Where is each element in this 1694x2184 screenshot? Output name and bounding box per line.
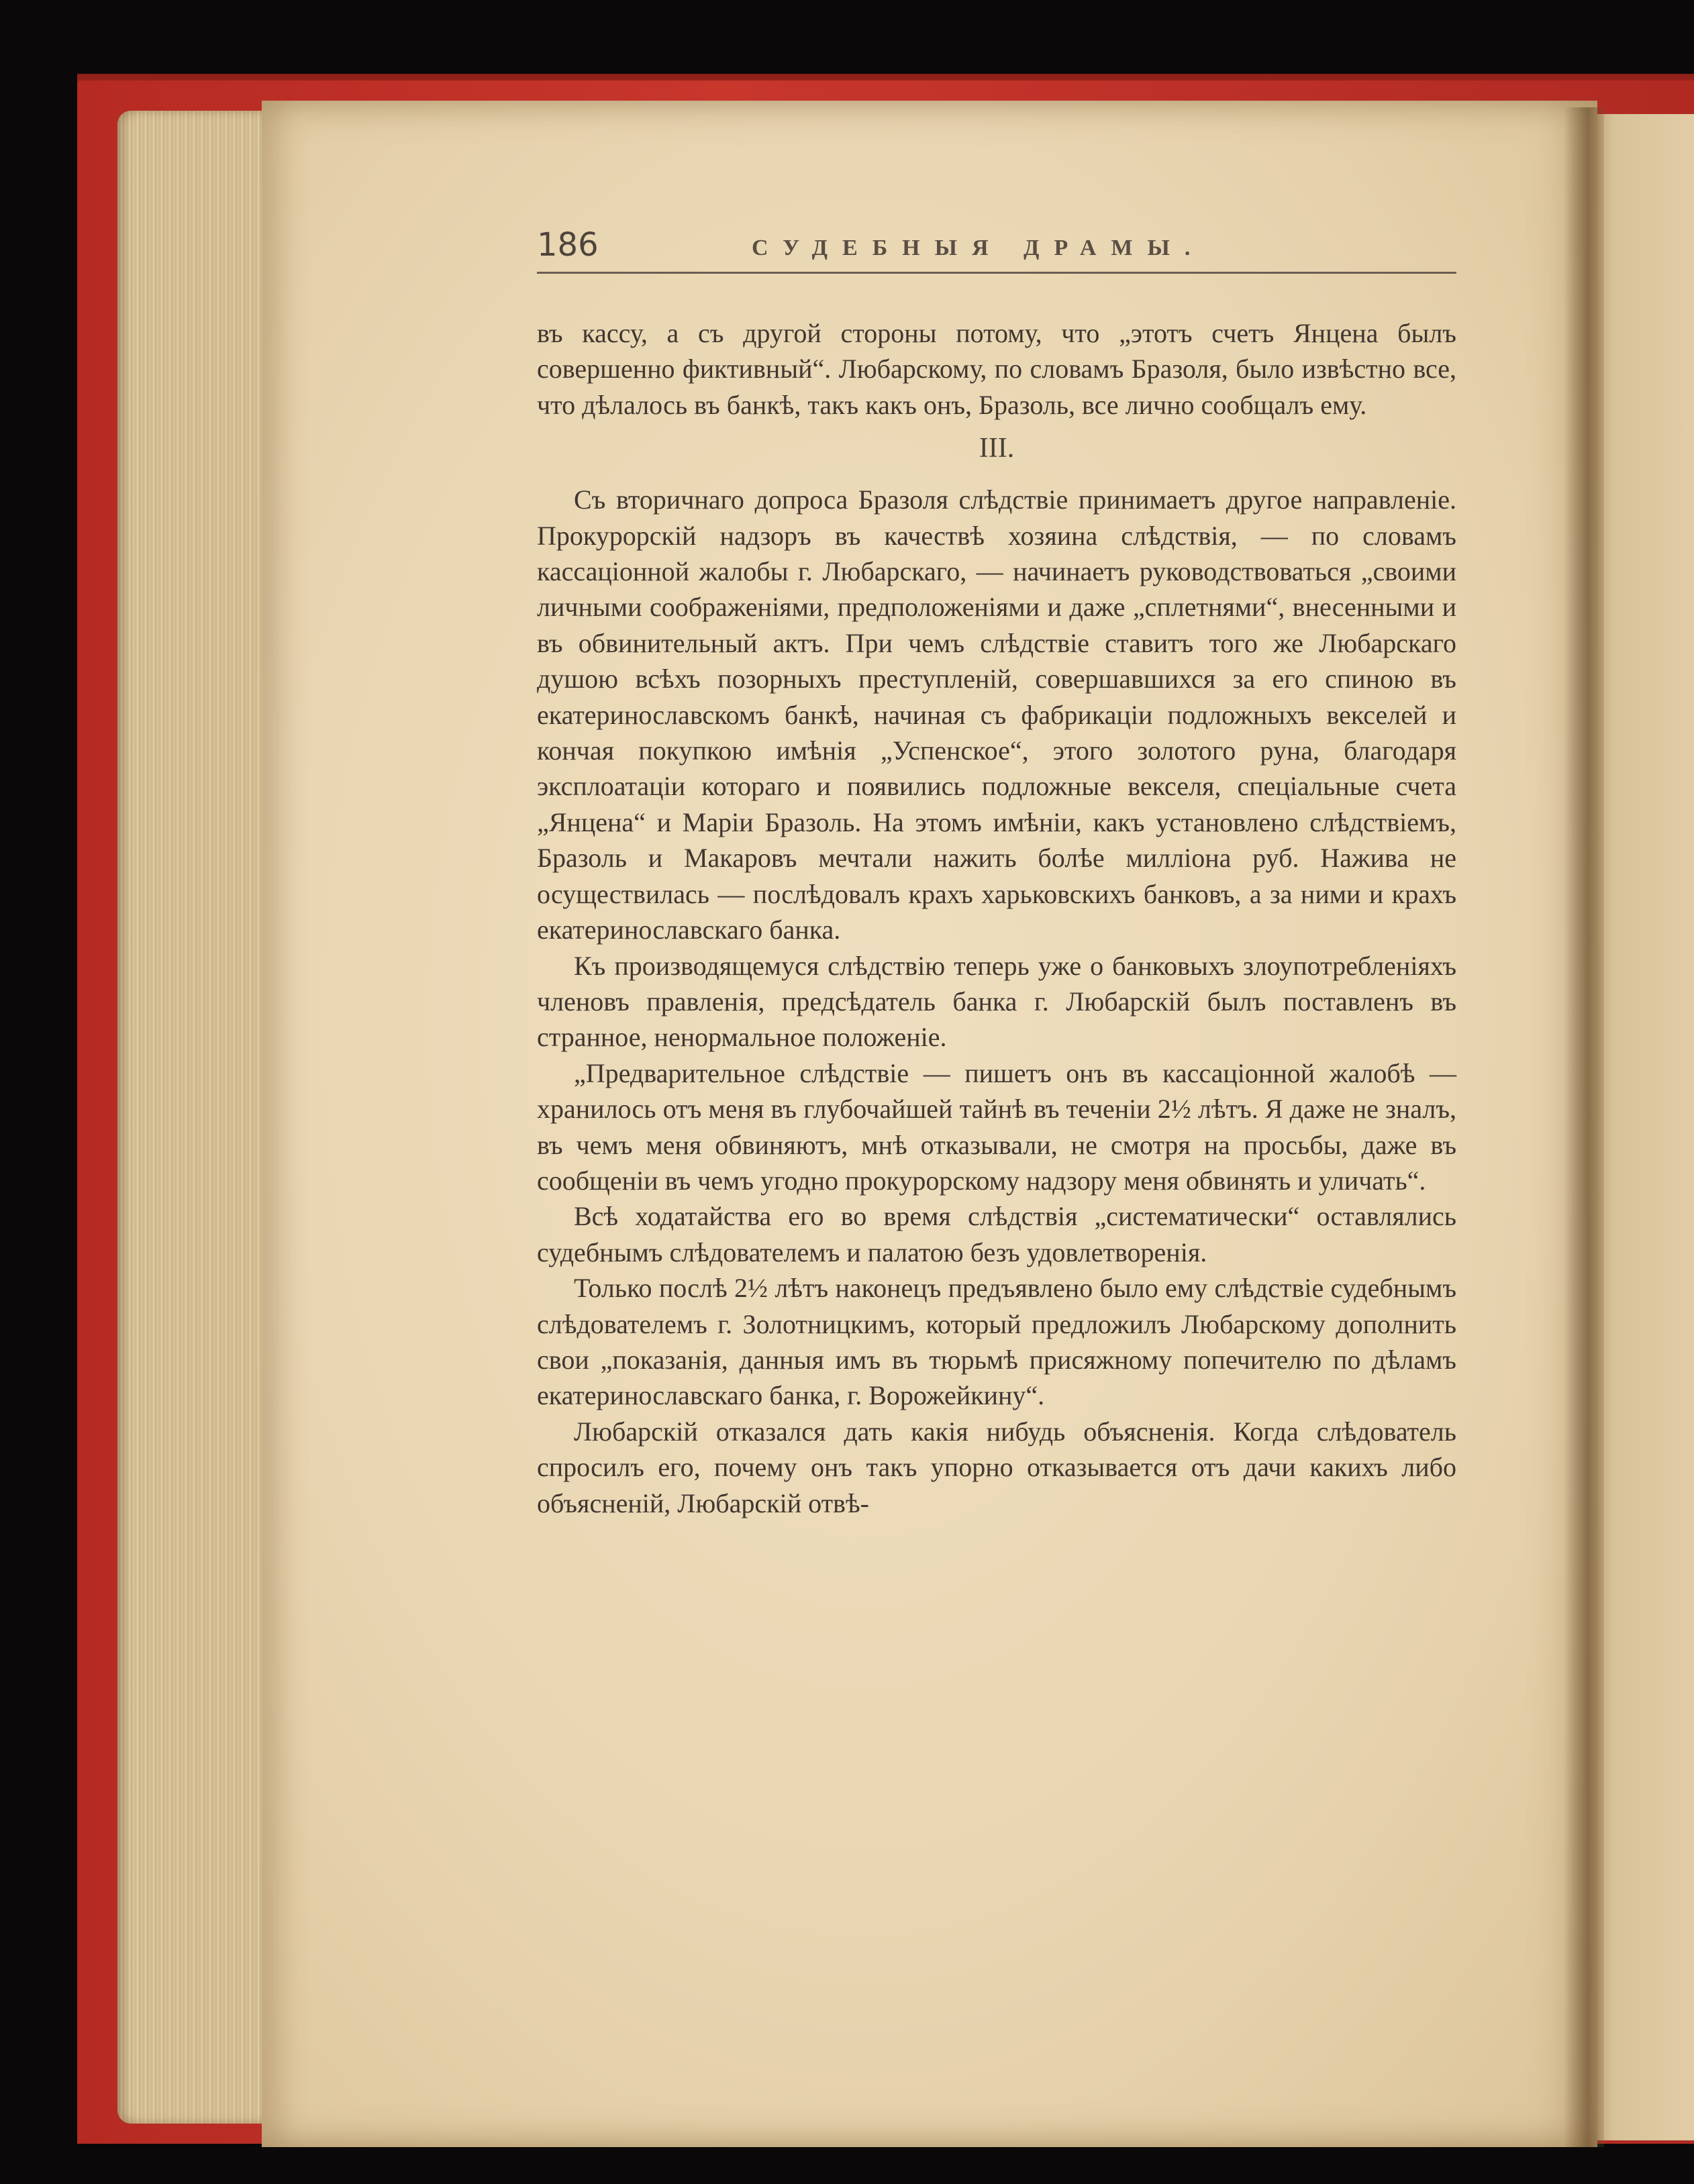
page-header: [537, 225, 1456, 272]
paragraph-5: Всѣ ходатайства его во время слѣдствія „систематически“ оставлялись судебнымъ слѣдователемъ и палатою безъ удовлетворенія.: [537, 1201, 1456, 1267]
paragraph-4: „Предварительное слѣдствіе — пишетъ онъ въ кассаціонной жалобѣ — хранилось отъ меня въ глубочайшей тайнѣ въ теченіи 2½ лѣтъ. Я даже не зналъ, въ чемъ меня обвиняютъ, мнѣ отказывали, не смотря на просьбы, даже въ сообщеніи въ чемъ угодно прокурорскому надзору меня обвинять и уличать“.: [537, 1057, 1456, 1196]
body-text: [537, 315, 1456, 1521]
paragraph-1: въ кассу, а съ другой стороны потому, что „этотъ счетъ Янцена былъ совершенно фиктивный“. Любарскому, по словамъ Бразоля, было извѣстно все, что дѣлалось въ банкѣ, такъ какъ онъ, Бразоль, все лично сообщалъ ему.: [537, 318, 1456, 420]
section-number: III.: [979, 433, 1015, 464]
paragraph-6: Только послѣ 2½ лѣтъ наконецъ предъявлено было ему слѣдствіе судебнымъ слѣдователемъ г. Золотницкимъ, который предложилъ Любарскому дополнить свои „показанія, данныя имъ въ тюрьмѣ присяжному попечителю по дѣламъ екатеринославскаго банка, г. Ворожейкину“.: [537, 1273, 1456, 1411]
paragraph-3: Къ производящемуся слѣдствію теперь уже о банковыхъ злоупотребленіяхъ членовъ правленія, предсѣдатель банка г. Любарскій былъ поставленъ въ странное, ненормальное положеніе.: [537, 950, 1456, 1053]
running-title: СУДЕБНЫЯ ДРАМЫ.: [752, 236, 1205, 260]
page-number: 186: [537, 226, 599, 264]
paragraph-2: Съ вторичнаго допроса Бразоля слѣдствіе принимаетъ другое направленіе. Прокурорскій надзоръ въ качествѣ хозяина слѣдствія, — по словамъ кассаціонной жалобы г. Любарскаго, — начинаетъ руководствоваться „своими личными соображеніями, предположеніями и даже „сплетнями“, внесенными и въ обвинительный актъ. При чемъ слѣдствіе ставитъ того же Любарскаго душою всѣхъ позорныхъ преступленій, совершавшихся за его спиною въ екатеринославскомъ банкѣ, начиная съ фабрикаціи подложныхъ векселей и кончая покупкою имѣнія „Успенское“, этого золотого руна, благодаря эксплоатаціи котораго и появились подложные векселя, спеціальные счета „Янцена“ и Маріи Бразоль. На этомъ имѣніи, какъ установлено слѣдствіемъ, Бразоль и Макаровъ мечтали нажить болѣе милліона руб. Нажива не осуществилась — послѣдовалъ крахъ харьковскихъ банковъ, а за ними и крахъ екатеринославскаго банка.: [537, 484, 1456, 945]
header-rule: [537, 272, 1456, 274]
paragraph-7: Любарскій отказался дать какія нибудь объясненія. Когда слѣдователь спросилъ его, почему онъ такъ упорно отказывается отъ дачи какихъ либо объясненій, Любарскій отвѣ-: [537, 1416, 1456, 1518]
page-gutter: [1564, 107, 1604, 2147]
